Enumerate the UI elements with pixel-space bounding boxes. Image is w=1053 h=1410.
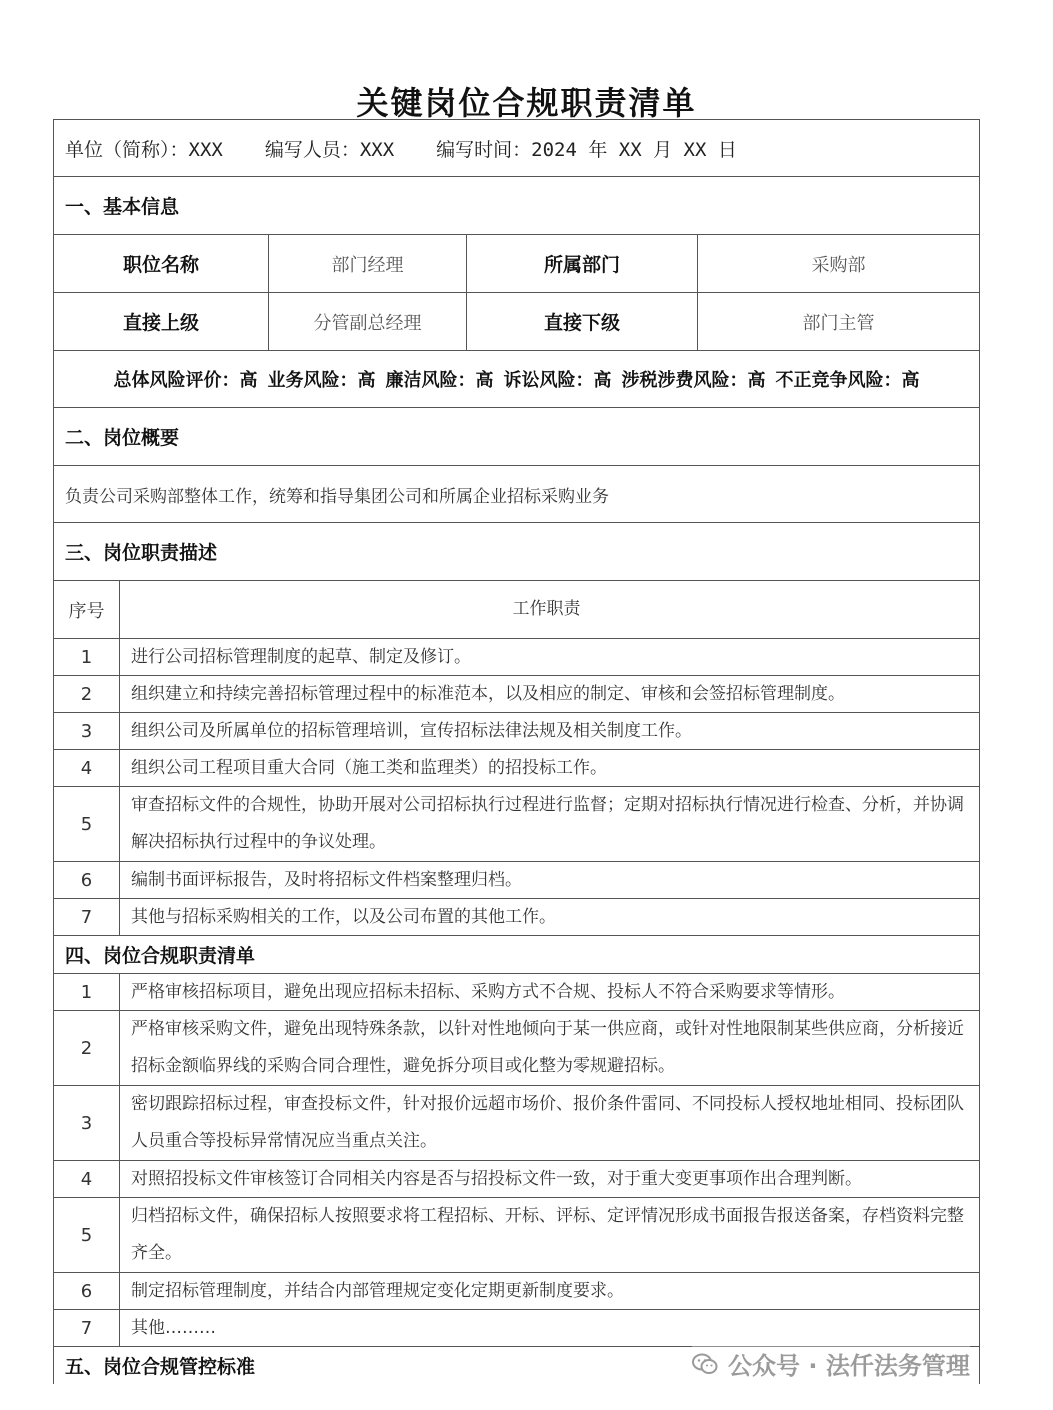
row-text: 编制书面评标报告，及时将招标文件档案整理归档。	[131, 869, 522, 890]
row-text: 严格审核采购文件，避免出现特殊条款，以针对性地倾向于某一供应商，或针对性地限制某些供应商，分析接近招标金额临界线的采购合同合理性，避免拆分项目或化整为零规避招标。	[131, 1019, 964, 1076]
duties-table-header	[54, 580, 979, 638]
row-number: 2	[54, 676, 120, 712]
risk-litigation: 诉讼风险：高	[503, 370, 612, 391]
row-text: 制定招标管理制度，并结合内部管理规定变化定期更新制度要求。	[131, 1280, 624, 1301]
subordinate-value: 部门主管	[802, 312, 875, 334]
risk-overall: 总体风险评价：高	[113, 370, 258, 391]
section-heading-duties: 三、岗位职责描述	[54, 522, 979, 580]
watermark-text: 公众号 · 法仟法务管理	[728, 1352, 970, 1380]
section-heading-compliance: 四、岗位合规职责清单	[54, 935, 979, 973]
table-row	[54, 786, 979, 861]
author-field: 编写人员：XXX	[264, 138, 395, 161]
row-number: 5	[54, 787, 120, 861]
info-row-position	[54, 234, 979, 292]
row-number: 6	[54, 862, 120, 898]
row-text: 密切跟踪招标过程，审查投标文件，针对报价远超市场价、报价条件雷同、不同投标人授权地址相同、投标团队人员重合等投标异常情况应当重点关注。	[131, 1094, 964, 1151]
position-value: 部门经理	[269, 235, 467, 292]
position-label: 职位名称	[54, 235, 269, 292]
risk-business: 业务风险：高	[267, 370, 376, 391]
section-heading-standards: 五、岗位合规管控标准	[54, 1346, 979, 1384]
risk-competition: 不正竞争风险：高	[775, 370, 920, 391]
section-heading-basic-info: 一、基本信息	[54, 176, 979, 234]
wechat-icon	[692, 1353, 718, 1375]
row-number: 6	[54, 1273, 120, 1309]
table-row	[54, 1160, 979, 1197]
row-text: 其他………	[131, 1317, 216, 1338]
column-header-seq: 序号	[54, 581, 120, 638]
row-text: 组织公司及所属单位的招标管理培训，宣传招标法律法规及相关制度工作。	[131, 720, 692, 741]
date-field: 编写时间：2024 年 XX 月 XX 日	[436, 138, 737, 161]
table-row	[54, 638, 979, 675]
subordinate-label: 直接下级	[467, 293, 698, 350]
row-number: 5	[54, 1198, 120, 1272]
row-text: 归档招标文件，确保招标人按照要求将工程招标、开标、评标、定评情况形成书面报告报送备案，存档资料完整齐全。	[131, 1206, 964, 1263]
risk-assessment-row	[54, 350, 979, 407]
watermark	[692, 1346, 970, 1381]
row-number: 3	[54, 1086, 120, 1160]
table-row	[54, 1197, 979, 1272]
row-number: 7	[54, 899, 120, 935]
compliance-form	[53, 119, 980, 1384]
document-title: 关键岗位合规职责清单	[356, 84, 697, 122]
superior-label: 直接上级	[54, 293, 269, 350]
department-label: 所属部门	[467, 235, 698, 292]
table-row	[54, 898, 979, 935]
unit-field: 单位（简称）：XXX	[65, 138, 223, 161]
row-number: 1	[54, 639, 120, 675]
row-text: 其他与招标采购相关的工作，以及公司布置的其他工作。	[131, 906, 556, 927]
table-row	[54, 712, 979, 749]
superior-value: 分管副总经理	[269, 293, 467, 350]
table-row	[54, 1085, 979, 1160]
row-text: 对照招投标文件审核签订合同相关内容是否与招投标文件一致，对于重大变更事项作出合理判断。	[131, 1168, 862, 1189]
section-heading-overview: 二、岗位概要	[54, 407, 979, 465]
row-text: 审查招标文件的合规性，协助开展对公司招标执行过程进行监督；定期对招标执行情况进行检查、分析，并协调解决招标执行过程中的争议处理。	[131, 795, 964, 852]
table-row	[54, 861, 979, 898]
position-summary: 负责公司采购部整体工作，统筹和指导集团公司和所属企业招标采购业务	[54, 465, 979, 522]
row-text: 组织建立和持续完善招标管理过程中的标准范本，以及相应的制定、审核和会签招标管理制度。	[131, 683, 845, 704]
table-row	[54, 749, 979, 786]
row-number: 1	[54, 974, 120, 1010]
table-row	[54, 1010, 979, 1085]
table-row	[54, 973, 979, 1010]
risk-integrity: 廉洁风险：高	[385, 370, 494, 391]
risk-tax: 涉税涉费风险：高	[621, 370, 766, 391]
row-text: 进行公司招标管理制度的起草、制定及修订。	[131, 646, 471, 667]
row-number: 7	[54, 1310, 120, 1346]
column-header-duty: 工作职责	[512, 599, 581, 619]
meta-row	[54, 119, 979, 176]
department-value: 采购部	[811, 254, 866, 276]
row-text: 组织公司工程项目重大合同（施工类和监理类）的招投标工作。	[131, 757, 607, 778]
info-row-reporting	[54, 292, 979, 350]
table-row	[54, 1272, 979, 1309]
row-number: 3	[54, 713, 120, 749]
row-number: 2	[54, 1011, 120, 1085]
table-row	[54, 1309, 979, 1346]
row-number: 4	[54, 750, 120, 786]
table-row	[54, 675, 979, 712]
row-text: 严格审核招标项目，避免出现应招标未招标、采购方式不合规、投标人不符合采购要求等情形。	[131, 981, 845, 1002]
row-number: 4	[54, 1161, 120, 1197]
